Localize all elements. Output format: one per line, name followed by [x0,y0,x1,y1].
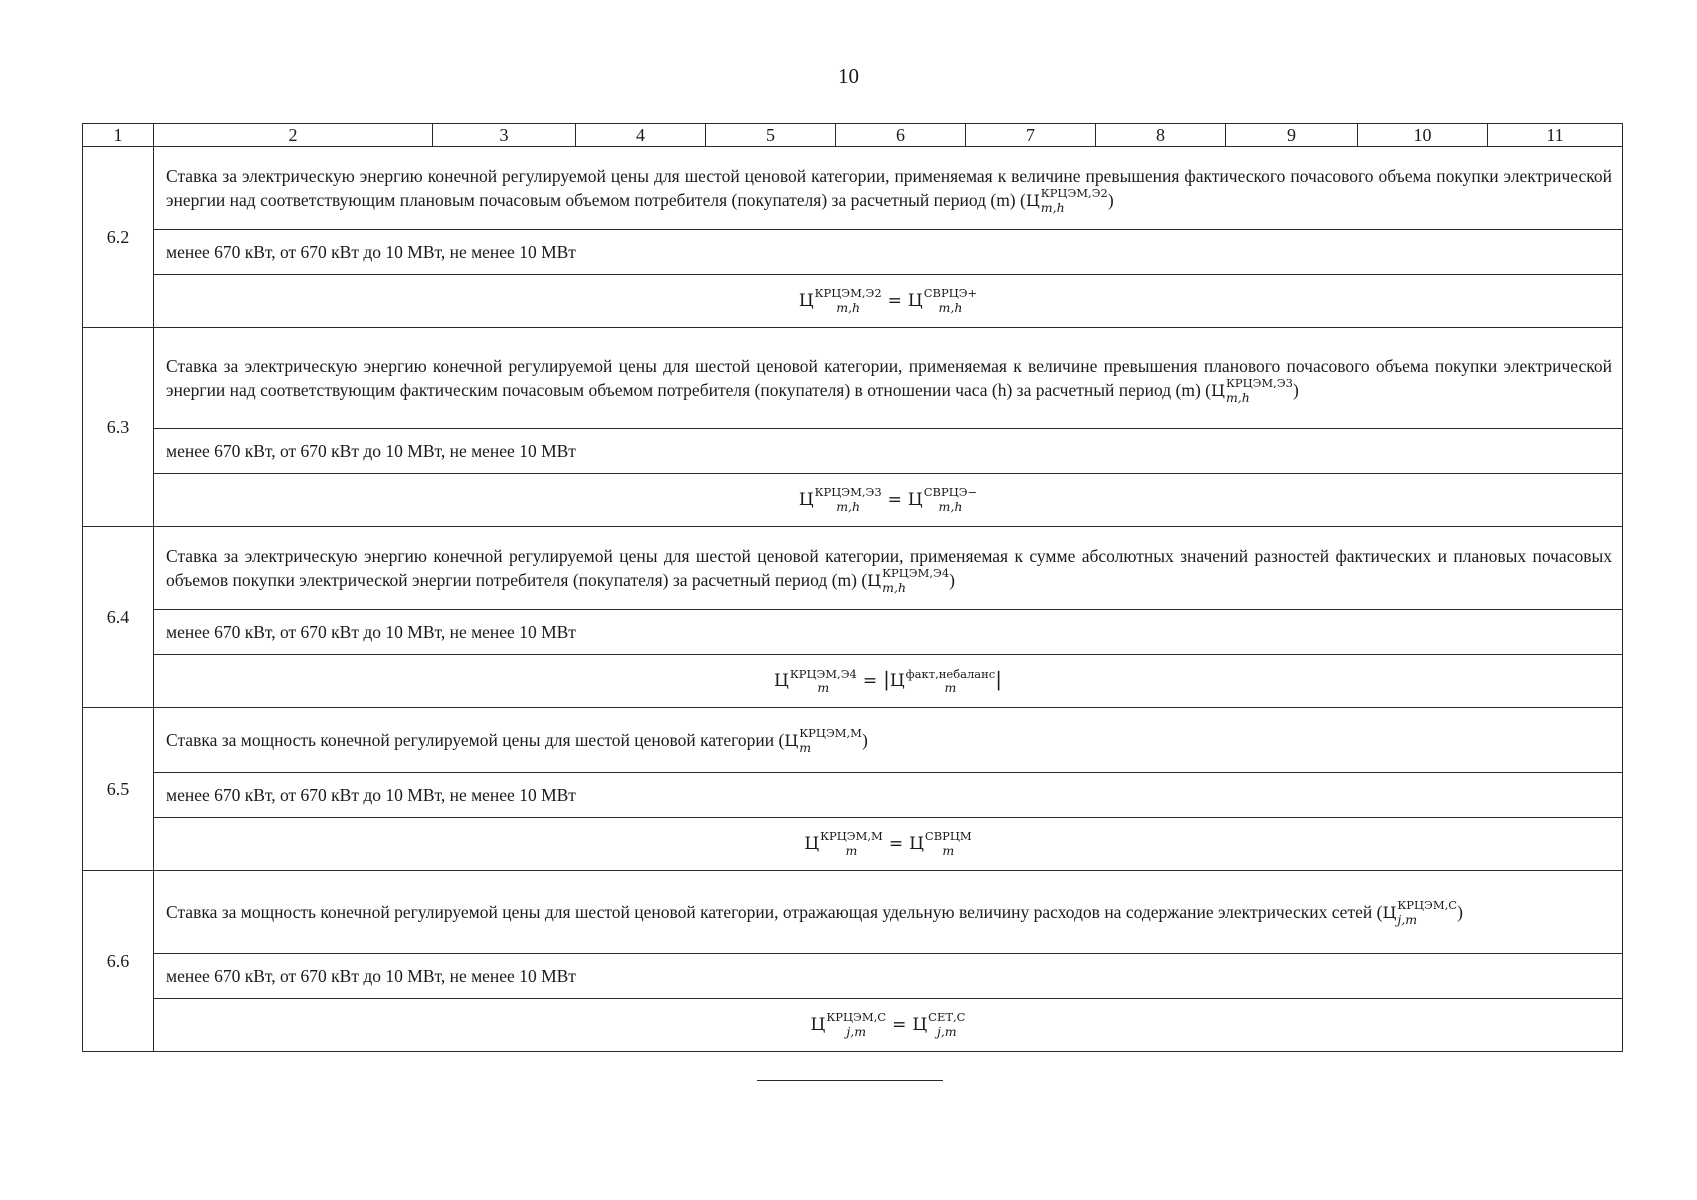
price-symbol: Ц КРЦЭМ,Э2 m,h [798,286,882,315]
equals-sign: = [892,1014,907,1035]
price-symbol: Ц КРЦЭМ,М m [784,726,862,755]
table-row [83,230,1623,275]
equals-sign: = [862,671,878,692]
price-symbol: Ц факт,небаланс m [889,666,996,696]
column-header: 5 [706,124,836,147]
price-symbol: Ц КРЦЭМ,С j,m [810,1010,887,1039]
tariff-table [82,123,1623,1052]
row-number: 6.2 [83,147,154,328]
rate-formula [154,818,1623,871]
price-symbol: Ц КРЦЭМ,Э3 m,h [798,485,882,514]
rate-description: Ставка за электрическую энергию конечной регулируемой цены для шестой ценовой категории, применяемая к сумме абсолютных значений разностей фактических и плановых почасовых объемов покупки электрической энергии потребителя (покупателя) за расчетный период (m) (Ц КРЦЭМ,Э4 m,h ) [154,527,1623,610]
equals-sign: = [887,290,902,311]
column-header: 10 [1358,124,1488,147]
rate-description: Ставка за электрическую энергию конечной регулируемой цены для шестой ценовой категории, применяемая к величине превышения планового почасового объема покупки электрической энергии над соответствующим фактическим почасовым объемом потребителя (покупателя) в отношении часа (h) за расчетный период (m) (Ц КРЦЭМ,Э3 m,h ) [154,328,1623,429]
header-row [83,124,1623,147]
table-row [83,474,1623,527]
equals-sign: = [888,833,904,854]
column-header: 9 [1226,124,1358,147]
table-row [83,954,1623,999]
table-row [83,655,1623,708]
abs-bar-right: | [995,667,1002,692]
table-row [83,999,1623,1052]
column-header: 4 [576,124,706,147]
rate-description: Ставка за электрическую энергию конечной регулируемой цены для шестой ценовой категории, применяемая к величине превышения фактического почасового объема покупки электрической энергии над соответствующим плановым почасовым объемом потребителя (покупателя) за расчетный период (m) (Ц КРЦЭМ,Э2 m,h ) [154,147,1623,230]
price-symbol: Ц КРЦЭМ,М m [804,829,883,858]
table-row [83,871,1623,954]
price-symbol: Ц СЕТ,С j,m [912,1010,966,1039]
rate-formula [154,275,1623,328]
column-header: 7 [966,124,1096,147]
table-row [83,328,1623,429]
column-header: 2 [154,124,433,147]
rate-description: Ставка за мощность конечной регулируемой цены для шестой ценовой категории, отражающая удельную величину расходов на содержание электрических сетей (Ц КРЦЭМ,С j,m ) [154,871,1623,954]
table-body [83,124,1623,1052]
rate-description: Ставка за мощность конечной регулируемой цены для шестой ценовой категории (Ц КРЦЭМ,М m ) [154,708,1623,773]
row-number: 6.4 [83,527,154,708]
table-row [83,527,1623,610]
price-symbol: Ц КРЦЭМ,Э3 m,h [1210,376,1293,405]
column-header: 1 [83,124,154,147]
price-symbol: Ц СВРЦЭ+ m,h [907,286,978,315]
price-symbol: Ц КРЦЭМ,Э2 m,h [1025,186,1108,215]
footer-divider [757,1080,943,1081]
column-header: 8 [1096,124,1226,147]
consumer-categories: менее 670 кВт, от 670 кВт до 10 МВт, не менее 10 МВт [154,954,1623,999]
price-symbol: Ц КРЦЭМ,Э4 m,h [867,566,950,595]
column-header: 6 [836,124,966,147]
row-number: 6.5 [83,708,154,871]
price-symbol: Ц КРЦЭМ,Э4 m [773,666,857,696]
consumer-categories: менее 670 кВт, от 670 кВт до 10 МВт, не менее 10 МВт [154,773,1623,818]
table-row [83,275,1623,328]
table-row [83,708,1623,773]
table-row [83,610,1623,655]
price-symbol: Ц СВРЦМ m [909,829,972,858]
rate-formula [154,655,1623,708]
table-row [83,773,1623,818]
price-symbol: Ц СВРЦЭ− m,h [907,485,978,514]
row-number: 6.3 [83,328,154,527]
page-number: 10 [838,64,859,88]
table-row [83,147,1623,230]
consumer-categories: менее 670 кВт, от 670 кВт до 10 МВт, не менее 10 МВт [154,230,1623,275]
table-row [83,818,1623,871]
equals-sign: = [887,489,902,510]
rate-formula [154,999,1623,1052]
table-row [83,429,1623,474]
abs-bar-left: | [883,667,890,692]
consumer-categories: менее 670 кВт, от 670 кВт до 10 МВт, не менее 10 МВт [154,610,1623,655]
column-header: 11 [1488,124,1623,147]
row-number: 6.6 [83,871,154,1052]
column-header: 3 [433,124,576,147]
price-symbol: Ц КРЦЭМ,С j,m [1382,898,1458,927]
rate-formula [154,474,1623,527]
consumer-categories: менее 670 кВт, от 670 кВт до 10 МВт, не менее 10 МВт [154,429,1623,474]
